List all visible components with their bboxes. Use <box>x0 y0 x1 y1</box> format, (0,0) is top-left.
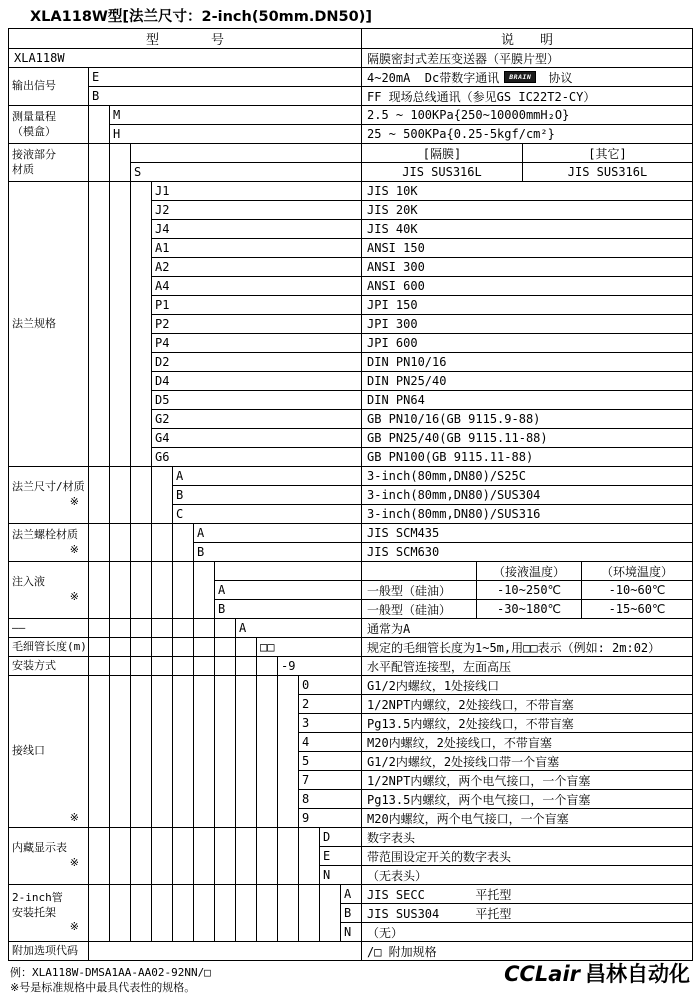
code-cell: -9 <box>278 657 362 676</box>
empty-strip-cell <box>215 828 236 885</box>
desc-cell: 3-inch(80mm,DN80)/SUS316 <box>362 505 693 524</box>
code-cell: B <box>173 486 362 505</box>
empty-strip-cell <box>89 144 110 182</box>
desc-cell: GB PN25/40(GB 9115.11-88) <box>362 429 693 448</box>
empty-strip-cell <box>152 467 173 524</box>
category-label: 法兰螺栓材质 <box>12 527 78 541</box>
empty-strip-cell <box>89 828 110 885</box>
col-header-process-temp: （接液温度） <box>477 562 582 580</box>
category-conduit-connection <box>9 676 89 828</box>
page-title: XLA118W型[法兰尺寸：2-inch(50mm.DN50)] <box>30 9 372 25</box>
desc-text: 4~20mA Dc带数字通讯 <box>367 70 500 85</box>
category-label: 法兰尺寸/材质 <box>12 480 85 494</box>
desc-cell: JPI 150 <box>362 296 693 315</box>
empty-strip-cell <box>110 562 131 619</box>
code-cell: A <box>173 467 362 486</box>
desc-cell: 3-inch(80mm,DN80)/SUS304 <box>362 486 693 505</box>
empty-strip-cell <box>152 885 173 942</box>
desc-cell <box>362 68 693 87</box>
col-header-diaphragm: [隔膜] <box>362 144 523 162</box>
empty-strip-cell <box>278 676 299 828</box>
desc-cell: M20内螺纹，两个电气接口，一个盲塞 <box>362 809 693 828</box>
empty-strip-cell <box>110 182 131 467</box>
empty-strip-cell <box>110 885 131 942</box>
brand-name-en: CCLair <box>504 962 580 986</box>
code-cell: D <box>320 828 362 847</box>
code-cell: H <box>110 125 362 144</box>
code-cell: D2 <box>152 353 362 372</box>
category-label: 毛细管长度(m) <box>12 639 87 653</box>
empty-cell <box>131 144 362 163</box>
empty-strip-cell <box>89 885 110 942</box>
code-cell: A <box>194 524 362 543</box>
standard-mark: ※ <box>69 542 79 556</box>
fill-row <box>362 581 693 600</box>
code-cell: A <box>236 619 362 638</box>
desc-cell: ANSI 150 <box>362 239 693 258</box>
ambient-temp: -15~60℃ <box>608 602 666 616</box>
empty-strip-cell <box>110 524 131 562</box>
empty-cell <box>215 562 362 581</box>
desc-cell: FF 现场总线通讯（参见GS IC22T2-CY） <box>362 87 693 106</box>
empty-strip-cell <box>257 828 278 885</box>
category-label: 附加选项代码 <box>12 943 78 957</box>
empty-strip-cell <box>131 619 152 638</box>
desc-cell: 数字表头 <box>362 828 693 847</box>
empty-strip-cell <box>110 828 131 885</box>
empty-strip-cell <box>257 885 278 942</box>
empty-strip-cell <box>236 638 257 657</box>
empty-strip-cell <box>236 657 257 676</box>
desc-cell: JIS SUS304 平托型 <box>362 904 693 923</box>
spec-table <box>8 28 693 961</box>
empty-strip-cell <box>173 828 194 885</box>
desc-cell: Pg13.5内螺纹，2处接线口，不带盲塞 <box>362 714 693 733</box>
desc-cell: G1/2内螺纹，1处接线口 <box>362 676 693 695</box>
standard-mark: ※ <box>69 856 79 869</box>
empty-strip-cell <box>110 676 131 828</box>
category-dash <box>9 619 89 638</box>
code-cell: G4 <box>152 429 362 448</box>
empty-strip-cell <box>110 144 131 182</box>
code-cell: E <box>320 847 362 866</box>
empty-strip-cell <box>215 676 236 828</box>
empty-strip-cell <box>131 562 152 619</box>
category-fill-fluid <box>9 562 89 619</box>
empty-strip-cell <box>110 619 131 638</box>
empty-strip-cell <box>110 657 131 676</box>
category-wetted-material <box>9 144 89 182</box>
empty-strip-cell <box>110 638 131 657</box>
empty-strip-cell <box>173 676 194 828</box>
empty-strip-cell <box>194 657 215 676</box>
empty-strip-cell <box>89 619 110 638</box>
empty-strip-cell <box>173 657 194 676</box>
empty-strip-cell <box>194 619 215 638</box>
desc-cell: DIN PN10/16 <box>362 353 693 372</box>
code-cell: B <box>89 87 362 106</box>
code-cell: G6 <box>152 448 362 467</box>
empty-strip-cell <box>215 638 236 657</box>
desc-cell: GB PN100(GB 9115.11-88) <box>362 448 693 467</box>
desc-cell: JPI 600 <box>362 334 693 353</box>
empty-strip-cell <box>215 885 236 942</box>
code-cell: J4 <box>152 220 362 239</box>
empty-strip-cell <box>194 676 215 828</box>
standard-spec-note: ※号是标准规格中最具代表性的规格。 <box>10 981 196 994</box>
desc-cell: JIS 10K <box>362 182 693 201</box>
empty-strip-cell <box>194 638 215 657</box>
empty-strip-cell <box>173 562 194 619</box>
table-header-model: 型 号 <box>9 29 362 49</box>
empty-strip-cell <box>131 828 152 885</box>
desc-cell: JIS SCM435 <box>362 524 693 543</box>
col-header-other: [其它] <box>588 146 627 161</box>
table-header-desc: 说 明 <box>362 29 693 49</box>
code-cell: M <box>110 106 362 125</box>
code-cell: G2 <box>152 410 362 429</box>
category-label: 接线口 <box>12 744 45 758</box>
desc-cell: 规定的毛细管长度为1~5m,用□□表示（例如: 2m:02） <box>362 638 693 657</box>
code-cell: 4 <box>299 733 362 752</box>
fill-subheader-row <box>362 562 693 581</box>
code-cell: 7 <box>299 771 362 790</box>
code-cell: A1 <box>152 239 362 258</box>
empty-strip-cell <box>131 638 152 657</box>
code-cell: E <box>89 68 362 87</box>
process-temp: -30~180℃ <box>477 600 582 618</box>
empty-strip-cell <box>152 638 173 657</box>
empty-strip-cell <box>152 676 173 828</box>
ambient-temp: -10~60℃ <box>608 583 666 597</box>
desc-cell: （无） <box>362 923 693 942</box>
code-cell: A <box>341 885 362 904</box>
empty-strip-cell <box>89 676 110 828</box>
fill-type: 一般型（硅油） <box>362 581 477 599</box>
empty-subcell <box>362 562 477 580</box>
category-output-signal <box>9 68 89 106</box>
desc-cell: 带范围设定开关的数字表头 <box>362 847 693 866</box>
category-label: 材质 <box>12 162 34 176</box>
empty-strip-cell <box>236 828 257 885</box>
empty-strip-cell <box>131 657 152 676</box>
category-label: 安装托架 <box>12 905 56 919</box>
code-cell: 9 <box>299 809 362 828</box>
desc-cell: 通常为A <box>362 619 693 638</box>
empty-strip-cell <box>215 619 236 638</box>
empty-strip-cell <box>152 657 173 676</box>
category-label: 2-inch管 <box>12 890 63 904</box>
empty-strip-cell <box>173 638 194 657</box>
diaphragm-material: JIS SUS316L <box>362 163 523 181</box>
empty-strip-cell <box>299 885 320 942</box>
empty-strip-cell <box>152 828 173 885</box>
empty-strip-cell <box>131 885 152 942</box>
model-code-cell: XLA118W <box>9 49 362 68</box>
desc-cell: GB PN10/16(GB 9115.9-88) <box>362 410 693 429</box>
category-mounting-bracket <box>9 885 89 942</box>
empty-strip-cell <box>152 524 173 562</box>
empty-strip-cell <box>89 524 110 562</box>
code-cell: □□ <box>257 638 362 657</box>
desc-cell: JIS SCM630 <box>362 543 693 562</box>
empty-strip-cell <box>194 562 215 619</box>
desc-cell: DIN PN64 <box>362 391 693 410</box>
desc-cell: G1/2内螺纹，2处接线口带一个盲塞 <box>362 752 693 771</box>
code-cell: A4 <box>152 277 362 296</box>
category-label: 注入液 <box>12 575 45 589</box>
wetted-values-row <box>362 163 693 182</box>
code-cell: 3 <box>299 714 362 733</box>
category-indicator <box>9 828 89 885</box>
empty-strip-cell <box>152 562 173 619</box>
brand-name-cn: 昌林自动化 <box>585 962 690 986</box>
empty-strip-cell <box>215 657 236 676</box>
desc-text: 协议 <box>541 70 573 85</box>
code-cell: N <box>341 923 362 942</box>
desc-cell: JIS SECC 平托型 <box>362 885 693 904</box>
category-label: 输出信号 <box>12 79 56 93</box>
empty-strip-cell <box>194 885 215 942</box>
empty-strip-cell <box>131 467 152 524</box>
category-label: （模盒） <box>12 124 56 138</box>
empty-strip-cell <box>173 885 194 942</box>
empty-strip-cell <box>257 657 278 676</box>
code-cell: S <box>131 163 362 182</box>
process-temp: -10~250℃ <box>477 581 582 599</box>
code-cell: P1 <box>152 296 362 315</box>
code-cell: 8 <box>299 790 362 809</box>
brain-protocol-logo: BRAIN <box>504 71 536 84</box>
example-model-code: 例：XLA118W-DMSA1AA-AA02-92NN/□ <box>10 966 211 979</box>
empty-strip-cell <box>194 828 215 885</box>
empty-strip-cell <box>89 106 110 144</box>
empty-cell <box>89 942 362 961</box>
category-capillary-length <box>9 638 89 657</box>
empty-strip-cell <box>236 676 257 828</box>
empty-strip-cell <box>110 467 131 524</box>
desc-cell: Pg13.5内螺纹，两个电气接口，一个盲塞 <box>362 790 693 809</box>
empty-strip-cell <box>89 657 110 676</box>
standard-mark: ※ <box>69 495 79 508</box>
desc-cell: 1/2NPT内螺纹，两个电气接口，一个盲塞 <box>362 771 693 790</box>
standard-mark: ※ <box>69 920 79 934</box>
standard-mark: ※ <box>69 811 79 825</box>
empty-strip-cell <box>131 182 152 467</box>
desc-cell: /□ 附加规格 <box>362 942 693 961</box>
code-cell: J1 <box>152 182 362 201</box>
empty-strip-cell <box>89 638 110 657</box>
code-cell: D4 <box>152 372 362 391</box>
category-label: 安装方式 <box>12 658 56 672</box>
category-label: 内藏显示表 <box>12 841 67 855</box>
code-cell: J2 <box>152 201 362 220</box>
desc-cell: JIS 20K <box>362 201 693 220</box>
code-cell: P2 <box>152 315 362 334</box>
category-label: 测量量程 <box>12 109 56 123</box>
category-flange-bolt-material <box>9 524 89 562</box>
desc-cell: M20内螺纹，2处接线口，不带盲塞 <box>362 733 693 752</box>
code-cell: 5 <box>299 752 362 771</box>
desc-cell: ANSI 600 <box>362 277 693 296</box>
code-cell: A2 <box>152 258 362 277</box>
empty-strip-cell <box>89 467 110 524</box>
empty-strip-cell <box>173 619 194 638</box>
fill-type: 一般型（硅油） <box>362 600 477 618</box>
empty-strip-cell <box>173 524 194 562</box>
company-logo <box>504 958 690 988</box>
empty-strip-cell <box>257 676 278 828</box>
desc-cell: JPI 300 <box>362 315 693 334</box>
desc-cell: 25 ~ 500KPa{0.25-5kgf/cm²} <box>362 125 693 144</box>
model-desc-cell: 隔膜密封式差压变送器（平膜片型） <box>362 49 693 68</box>
category-mounting <box>9 657 89 676</box>
category-flange-spec <box>9 182 89 467</box>
code-cell: C <box>173 505 362 524</box>
category-measuring-range <box>9 106 89 144</box>
desc-cell: 3-inch(80mm,DN80)/S25C <box>362 467 693 486</box>
standard-mark: ※ <box>69 590 79 603</box>
code-cell: B <box>194 543 362 562</box>
desc-cell: 1/2NPT内螺纹，2处接线口，不带盲塞 <box>362 695 693 714</box>
other-material: JIS SUS316L <box>567 165 648 179</box>
code-cell: P4 <box>152 334 362 353</box>
desc-cell: （无表头） <box>362 866 693 885</box>
empty-strip-cell <box>89 182 110 467</box>
category-optional-code <box>9 942 89 961</box>
code-cell: B <box>341 904 362 923</box>
wetted-subheader-row <box>362 144 693 163</box>
code-cell: N <box>320 866 362 885</box>
category-label: 接液部分 <box>12 147 56 161</box>
desc-cell: 水平配管连接型，左面高压 <box>362 657 693 676</box>
category-flange-size-material <box>9 467 89 524</box>
desc-cell: 2.5 ~ 100KPa{250~10000mmH₂O} <box>362 106 693 125</box>
empty-strip-cell <box>131 524 152 562</box>
desc-cell: DIN PN25/40 <box>362 372 693 391</box>
empty-strip-cell <box>320 885 341 942</box>
fill-row <box>362 600 693 619</box>
code-cell: B <box>215 600 362 619</box>
code-cell: D5 <box>152 391 362 410</box>
desc-cell: JIS 40K <box>362 220 693 239</box>
empty-strip-cell <box>236 885 257 942</box>
empty-strip-cell <box>299 828 320 885</box>
empty-strip-cell <box>278 885 299 942</box>
col-header-ambient-temp: （环境温度） <box>600 564 673 579</box>
category-label: 法兰规格 <box>12 316 56 330</box>
empty-strip-cell <box>278 828 299 885</box>
desc-cell: ANSI 300 <box>362 258 693 277</box>
empty-strip-cell <box>89 562 110 619</box>
empty-strip-cell <box>152 619 173 638</box>
category-label: —— <box>12 620 26 634</box>
code-cell: A <box>215 581 362 600</box>
empty-strip-cell <box>131 676 152 828</box>
code-cell: 2 <box>299 695 362 714</box>
code-cell: 0 <box>299 676 362 695</box>
